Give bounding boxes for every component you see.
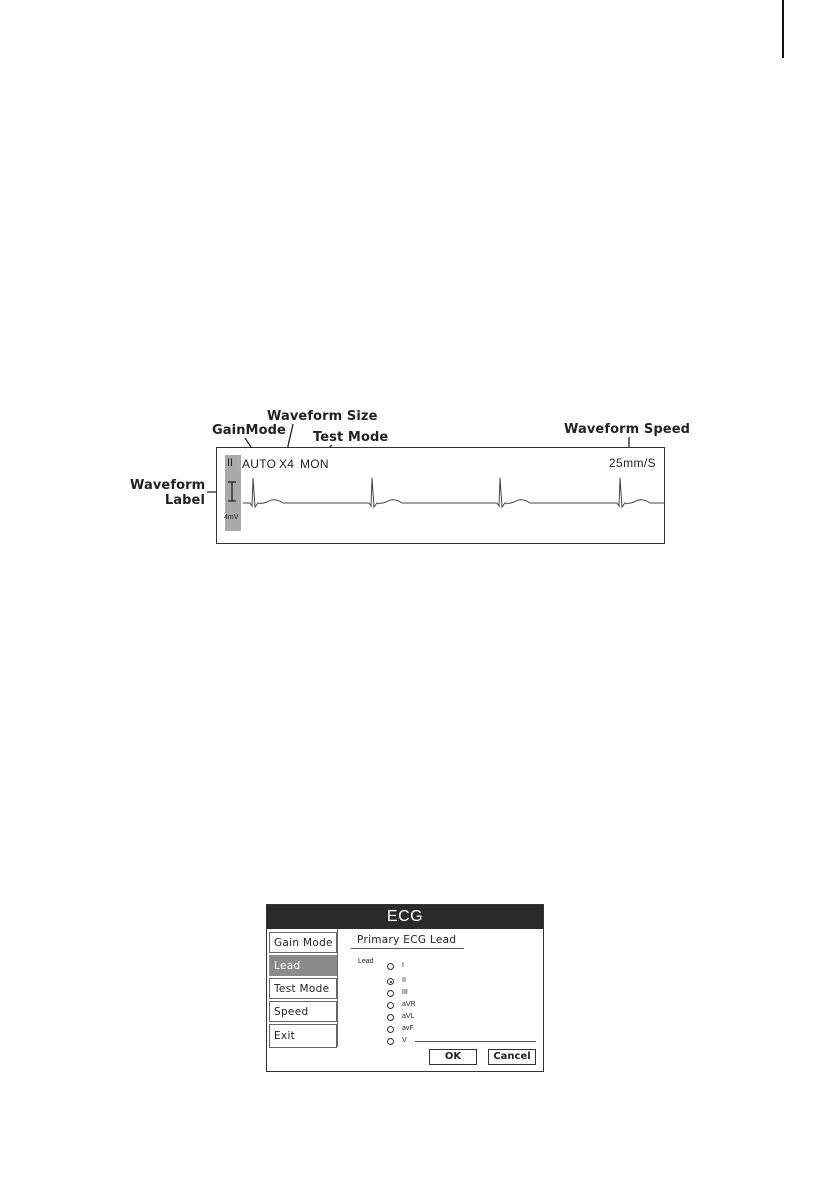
test-mode-value[interactable]: MON	[300, 457, 329, 471]
lead-option-label: II	[402, 977, 406, 984]
test-mode-callout: Test Mode	[313, 430, 389, 445]
waveform-label-callout-line2: Label	[164, 493, 205, 508]
lead-option-label: I	[402, 962, 404, 969]
dialog-title: ECG	[267, 905, 543, 929]
scale-unit-label: 4mV	[224, 514, 239, 521]
waveform-size-value[interactable]: X4	[279, 457, 295, 471]
cancel-button[interactable]: Cancel	[488, 1049, 536, 1065]
ecg-trace	[217, 448, 666, 545]
menu-item-speed[interactable]: Speed	[269, 1001, 337, 1022]
lead-field-label: Lead	[358, 958, 374, 965]
radio-button[interactable]	[387, 963, 394, 970]
radio-button[interactable]	[387, 1002, 394, 1009]
menu-item-gain-mode[interactable]: Gain Mode	[269, 932, 337, 953]
gain-mode-value[interactable]: AUTO	[242, 457, 277, 471]
v-option-rule	[415, 1041, 536, 1042]
radio-button[interactable]	[387, 1014, 394, 1021]
lead-option-label: aVL	[402, 1013, 415, 1020]
radio-button[interactable]	[387, 1026, 394, 1033]
menu-item-lead[interactable]: Lead	[269, 955, 337, 976]
panel-title-underline	[351, 948, 464, 949]
lead-option-label: avF	[402, 1025, 414, 1032]
ecg-waveform-line	[243, 478, 665, 507]
menu-divider	[337, 929, 338, 1047]
radio-button[interactable]	[387, 990, 394, 997]
waveform-size-callout: Waveform Size	[267, 409, 378, 424]
waveform-speed-value[interactable]: 25mm/S	[608, 456, 656, 470]
lead-option-label: III	[402, 989, 408, 996]
lead-option-label: aVR	[402, 1001, 416, 1008]
radio-button-checked[interactable]	[387, 978, 394, 985]
waveform-label-callout	[130, 478, 205, 508]
lead-name-label: II	[227, 457, 234, 469]
waveform-label-callout-line1: Waveform	[130, 478, 206, 493]
dialog-menu	[269, 932, 337, 1050]
radio-button[interactable]	[387, 1038, 394, 1045]
waveform-panel	[216, 447, 665, 544]
panel-title: Primary ECG Lead	[357, 934, 457, 946]
menu-item-test-mode[interactable]: Test Mode	[269, 978, 337, 999]
menu-item-exit[interactable]: Exit	[269, 1024, 337, 1048]
lead-option-label: V	[402, 1037, 407, 1044]
ecg-dialog	[266, 904, 544, 1072]
waveform-speed-callout: Waveform Speed	[564, 422, 691, 437]
gain-mode-callout: GainMode	[212, 423, 286, 438]
ok-button[interactable]: OK	[429, 1049, 477, 1065]
